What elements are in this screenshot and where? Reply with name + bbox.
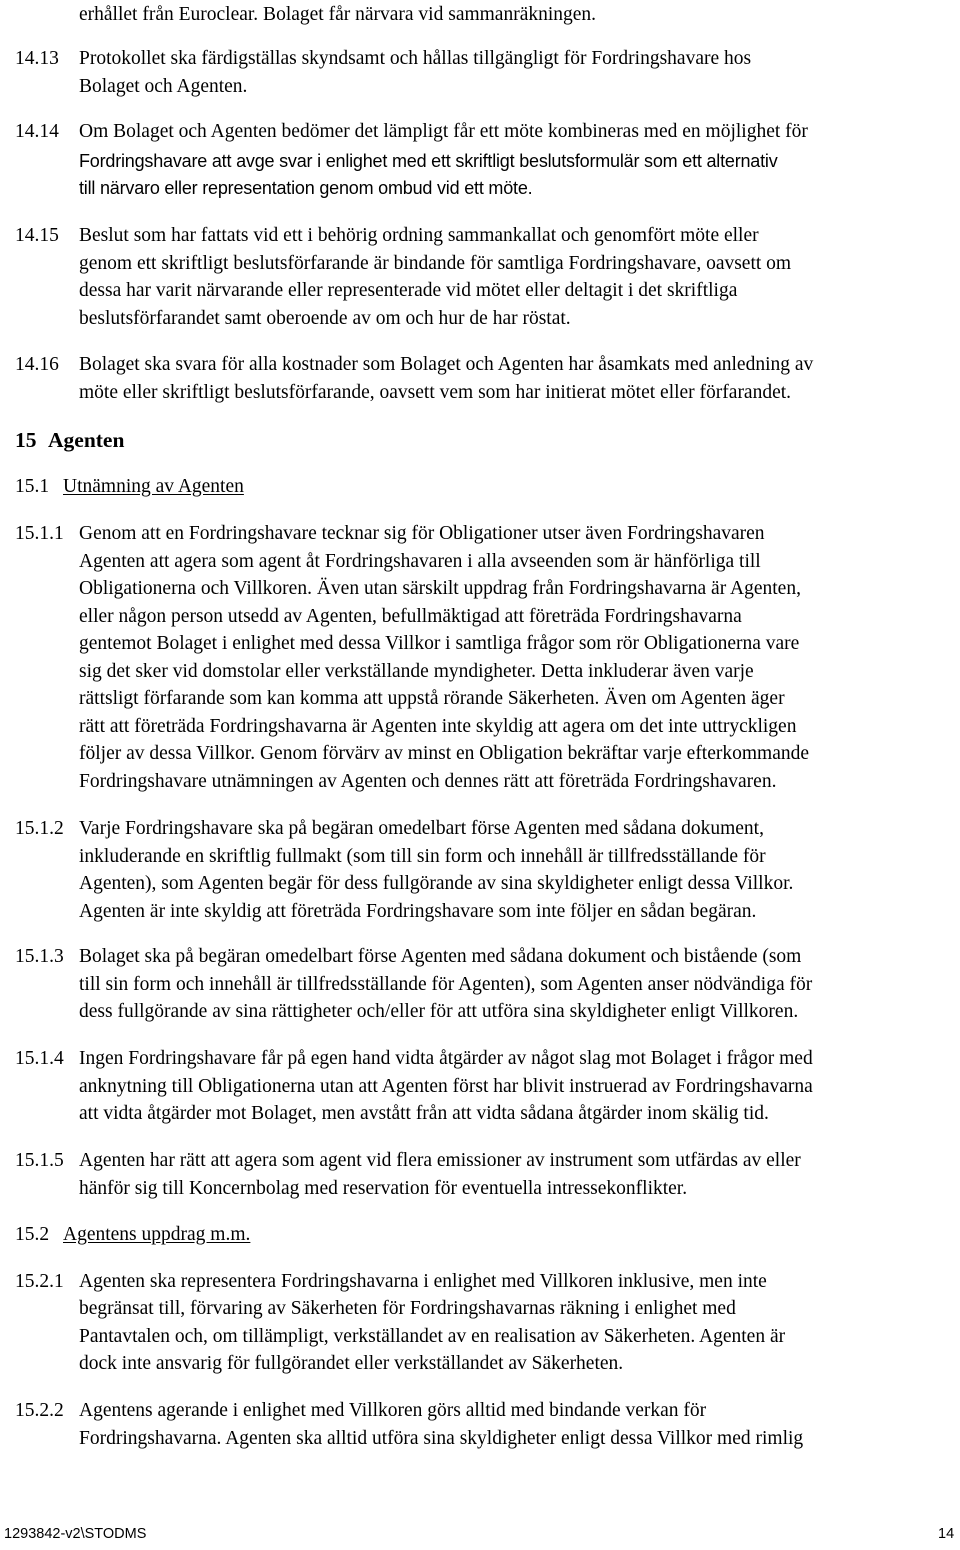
paragraph-number: 14.13 [15,48,59,69]
paragraph-line: att vidta åtgärder mot Bolaget, men avstått från att vidta sådana åtgärder inom skälig tid. [79,1103,769,1124]
paragraph-line: möte eller skriftligt beslutsförfarande, oavsett vem som har initierat mötet eller förfarandet. [79,382,792,403]
paragraph-line: Beslut som har fattats vid ett i behörig ordning sammankallat och genomfört möte eller [79,225,759,246]
paragraph-line: anknytning till Obligationerna utan att Agenten först har blivit instruerad av Fordringshavarna [79,1076,813,1097]
paragraph-number: 15.1.2 [15,818,64,839]
paragraph-line: Varje Fordringshavare ska på begäran omedelbart förse Agenten med sådana dokument, [79,818,764,839]
paragraph-line: Genom att en Fordringshavare tecknar sig för Obligationer utser även Fordringshavaren [79,523,765,544]
paragraph-line: Fordringshavarna. Agenten ska alltid utföra sina skyldigheter enligt dessa Villkor med rimlig [79,1428,804,1449]
paragraph-line: Bolaget ska på begäran omedelbart förse Agenten med sådana dokument och bistående (som [79,946,802,967]
subsection-title: Utnämning av Agenten [63,476,244,497]
paragraph-line: sig det sker vid domstolar eller verkställande myndigheter. Detta inkluderar även varje [79,661,754,682]
paragraph-line: rätt att företräda Fordringshavarna är Agenten inte skyldig att agera om det inte uttryckligen [79,716,797,737]
paragraph-number: 14.14 [15,121,59,142]
paragraph-number: 15.1.1 [15,523,64,544]
paragraph-number: 14.15 [15,225,59,246]
paragraph-line: Obligationerna och Villkoren. Även utan särskilt uppdrag från Fordringshavarna är Agenten, [79,578,801,599]
paragraph-line: Fordringshavare att avge svar i enlighet med ett skriftligt beslutsformulär som ett alternativ [79,151,778,171]
section-title: Agenten [48,428,125,452]
paragraph-line: Agenten), som Agenten begär för dess fullgörande av sina skyldigheter enligt dessa Villkor. [79,873,794,894]
paragraph-line: hänför sig till Koncernbolag med reservation för eventuella intressekonflikter. [79,1178,688,1199]
section-number: 15 [15,428,37,452]
paragraph-line: Bolaget ska svara för alla kostnader som Bolaget och Agenten har åsamkats med anledning av [79,354,814,375]
paragraph-line: eller någon person utsedd av Agenten, befullmäktigad att företräda Fordringshavarna [79,606,742,627]
paragraph-number: 15.1.5 [15,1150,64,1171]
paragraph-line: Om Bolaget och Agenten bedömer det lämpligt får ett möte kombineras med en möjlighet för [79,121,808,142]
paragraph-number: 15.2.1 [15,1271,64,1292]
paragraph-line: Agenten att agera som agent åt Fordringshavaren i alla avseenden som är hänförliga till [79,551,761,572]
paragraph-number: 14.16 [15,354,59,375]
paragraph-line: följer av dessa Villkor. Genom förvärv av minst en Obligation bekräftar varje efterkommande [79,743,810,764]
paragraph-number: 15.1.4 [15,1048,64,1069]
paragraph-line: Agenten ska representera Fordringshavarna i enlighet med Villkoren inklusive, men inte [79,1271,767,1292]
paragraph-line: gentemot Bolaget i enlighet med dessa Villkor i samtliga frågor som rör Obligationerna vare [79,633,800,654]
paragraph-line: begränsat till, förvaring av Säkerheten för Fordringshavarnas räkning i enlighet med [79,1298,736,1319]
footer-document-id: 1293842-v2\STODMS [4,1526,147,1542]
subsection-title: Agentens uppdrag m.m. [63,1224,251,1245]
subsection-number: 15.2 [15,1224,50,1245]
paragraph-line: beslutsförfarandet samt oberoende av om och hur de har röstat. [79,308,571,329]
footer-page-number: 14 [938,1526,955,1542]
paragraph-line: Agentens agerande i enlighet med Villkoren görs alltid med bindande verkan för [79,1400,707,1421]
paragraph-line: Agenten är inte skyldig att företräda Fordringshavare som inte följer en sådan begäran. [79,901,757,922]
subsection-number: 15.1 [15,476,50,497]
paragraph-line: dessa har varit närvarande eller representerade vid mötet eller deltagit i det skriftliga [79,280,738,301]
paragraph-line: genom ett skriftligt beslutsförfarande är bindande för samtliga Fordringshavare, oavsett om [79,253,792,274]
paragraph-line: Ingen Fordringshavare får på egen hand vidta åtgärder av något slag mot Bolaget i frågor med [79,1048,813,1069]
paragraph-line: dess fullgörande av sina rättigheter och/eller för att utföra sina skyldigheter enligt Villkoren. [79,1001,799,1022]
paragraph-line: till närvaro eller representation genom ombud vid ett möte. [79,178,533,198]
paragraph-line: Fordringshavare utnämningen av Agenten och dennes rätt att företräda Fordringshavaren. [79,771,777,792]
paragraph-line: dock inte ansvarig för fullgörandet eller verkställandet av Säkerheten. [79,1353,624,1374]
paragraph-number: 15.2.2 [15,1400,64,1421]
paragraph-line: Protokollet ska färdigställas skyndsamt och hållas tillgängligt för Fordringshavare hos [79,48,752,69]
paragraph-line: Pantavtalen och, om tillämpligt, verkställandet av en realisation av Säkerheten. Agenten är [79,1326,786,1347]
paragraph-line: till sin form och innehåll är tillfredsställande för Agenten), som Agenten anser nödvändiga för [79,974,813,995]
paragraph-number: 15.1.3 [15,946,64,967]
paragraph-line: Bolaget och Agenten. [79,76,248,97]
paragraph-line: erhållet från Euroclear. Bolaget får närvara vid sammanräkningen. [79,4,597,25]
paragraph-line: Agenten har rätt att agera som agent vid flera emissioner av instrument som utfärdas av eller [79,1150,801,1171]
paragraph-line: rättsligt förfarande som kan komma att uppstå rörande Säkerheten. Även om Agenten äger [79,688,785,709]
paragraph-line: inkluderande en skriftlig fullmakt (som till sin form och innehåll är tillfredsställande för [79,846,766,867]
